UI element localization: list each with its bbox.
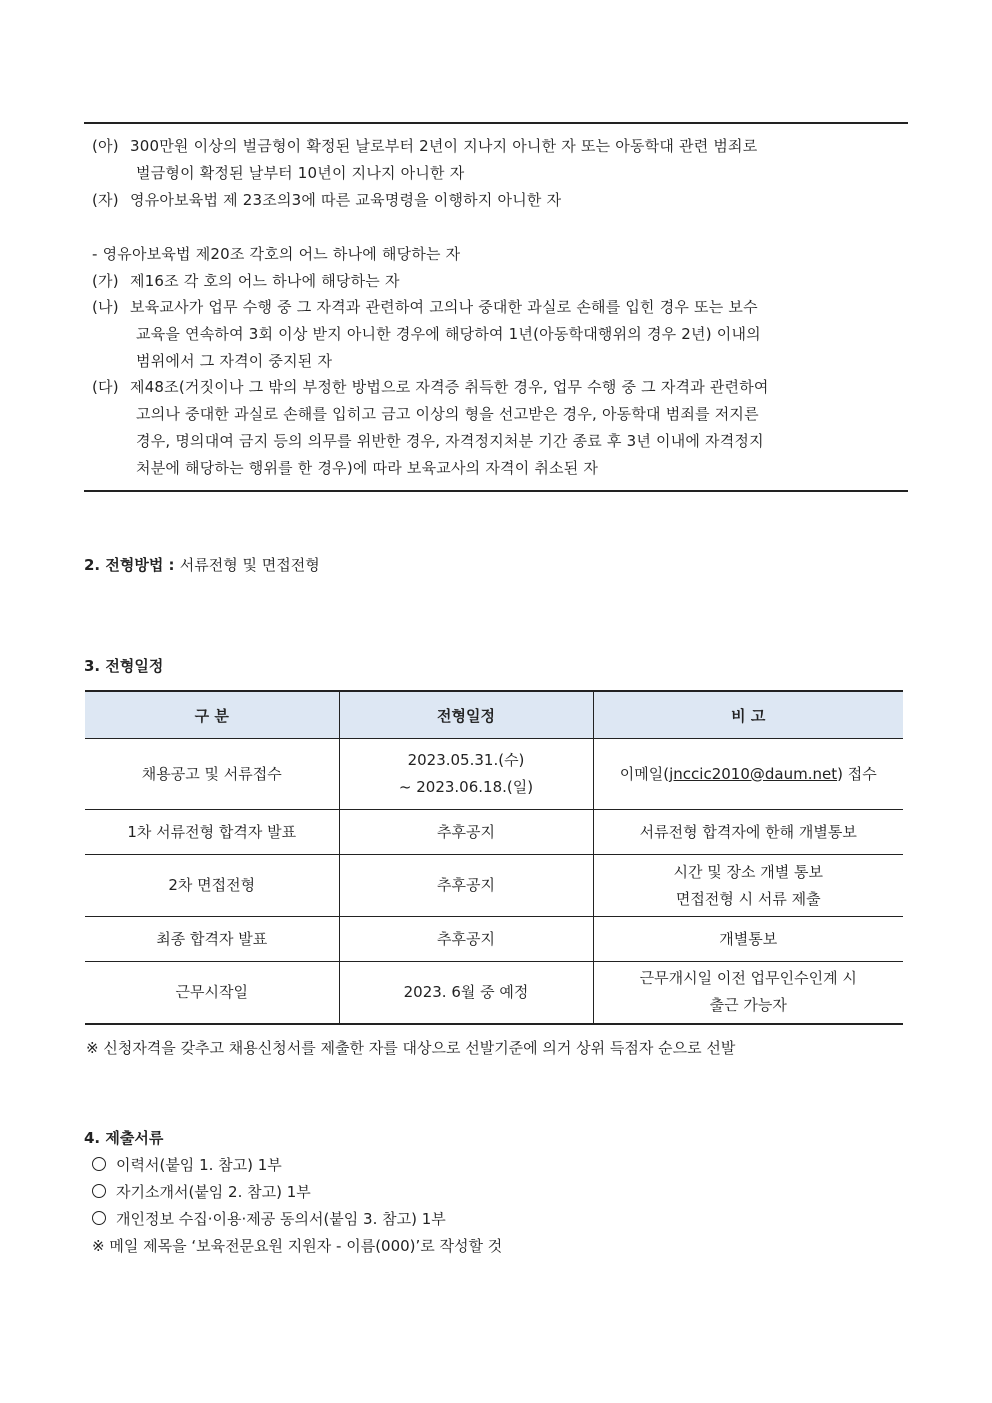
email-subject-note: ※ 메일 제목을 ‘보육전문요원 지원자 - 이름(000)’로 작성할 것 — [92, 1237, 503, 1255]
header-schedule: 전형일정 — [339, 691, 593, 739]
item-label: (자) — [92, 191, 119, 209]
note-line: 근무개시일 이전 업무인수인계 시 — [639, 969, 857, 988]
header-category: 구 분 — [85, 691, 339, 739]
header-note: 비 고 — [593, 691, 903, 739]
item-text: 범위에서 그 자격이 중지된 자 — [136, 352, 333, 370]
cell-note: 개별통보 — [593, 917, 903, 962]
item-text: 제48조(거짓이나 그 밖의 부정한 방법으로 자격증 취득한 경우, 업무 수행 중 그 자격과 관련하여 — [130, 378, 769, 396]
cell-category: 2차 면접전형 — [85, 855, 339, 917]
cell-note — [593, 962, 903, 1024]
section-2-heading — [84, 554, 320, 575]
item-text: 경우, 명의대여 금지 등의 의무를 위반한 경우, 자격정지처분 기간 종료 후 3년 이내에 자격정지 — [136, 432, 764, 450]
cell-category: 채용공고 및 서류접수 — [85, 739, 339, 810]
schedule-start: 2023.05.31.(수) — [407, 751, 525, 769]
table-row — [85, 917, 903, 962]
cell-category: 최종 합격자 발표 — [85, 917, 339, 962]
item-label: (아) — [92, 137, 119, 155]
cell-note: 서류전형 합격자에 한해 개별통보 — [593, 810, 903, 855]
item-label: (가) — [92, 272, 119, 290]
note-suffix: ) 접수 — [837, 764, 877, 783]
document-item — [92, 1208, 446, 1229]
cell-schedule: 추후공지 — [339, 917, 593, 962]
circle-bullet-icon — [92, 1184, 106, 1198]
section-4-title: 4. 제출서류 — [84, 1129, 164, 1147]
section-3-title: 3. 전형일정 — [84, 657, 164, 675]
item-text: 영유아보육법 제 23조의3에 따른 교육명령을 이행하지 아니한 자 — [130, 191, 562, 209]
item-text: 보육교사가 업무 수행 중 그 자격과 관련하여 고의나 중대한 과실로 손해를 입힌 경우 또는 보수 — [130, 298, 758, 316]
table-row — [85, 855, 903, 917]
item-label: (나) — [92, 298, 119, 316]
document-item-text: 자기소개서(붙임 2. 참고) 1부 — [116, 1183, 311, 1201]
item-text: 처분에 해당하는 행위를 한 경우)에 따라 보육교사의 자격이 취소된 자 — [136, 459, 599, 477]
disqualification-box — [84, 122, 908, 492]
document-item — [92, 1181, 311, 1202]
cell-note — [593, 739, 903, 810]
selection-footnote: ※ 신청자격을 갖추고 채용신청서를 제출한 자를 대상으로 선발기준에 의거 상위 득점자 순으로 선발 — [86, 1039, 736, 1057]
table-header-row — [85, 691, 903, 739]
note-line: 면접전형 시 서류 제출 — [675, 889, 821, 908]
cell-schedule: 추후공지 — [339, 810, 593, 855]
item-text: 제16조 각 호의 어느 하나에 해당하는 자 — [130, 272, 400, 290]
item-text: 교육을 연속하여 3회 이상 받지 아니한 경우에 해당하여 1년(아동학대행위의 경우 2년) 이내의 — [136, 325, 761, 343]
note-line: 시간 및 장소 개별 통보 — [673, 862, 823, 881]
circle-bullet-icon — [92, 1157, 106, 1171]
cell-category: 1차 서류전형 합격자 발표 — [85, 810, 339, 855]
section-2-title: 2. 전형방법 : — [84, 556, 175, 574]
table-row — [85, 739, 903, 810]
cell-schedule: 2023. 6월 중 예정 — [339, 962, 593, 1024]
cell-schedule — [339, 739, 593, 810]
email-link[interactable]: jnccic2010@daum.net — [669, 764, 838, 783]
cell-schedule: 추후공지 — [339, 855, 593, 917]
note-line: 출근 가능자 — [709, 996, 787, 1015]
table-row — [85, 810, 903, 855]
schedule-end: ~ 2023.06.18.(일) — [398, 778, 534, 796]
cell-category: 근무시작일 — [85, 962, 339, 1024]
table-row — [85, 962, 903, 1024]
note-prefix: 이메일( — [619, 764, 670, 783]
circle-bullet-icon — [92, 1211, 106, 1225]
document-item-text: 개인정보 수집·이용·제공 동의서(붙임 3. 참고) 1부 — [116, 1210, 446, 1228]
document-item-text: 이력서(붙임 1. 참고) 1부 — [116, 1156, 282, 1174]
sub-heading: - 영유아보육법 제20조 각호의 어느 하나에 해당하는 자 — [92, 245, 461, 263]
item-text: 벌금형이 확정된 날부터 10년이 지나지 아니한 자 — [136, 164, 465, 182]
item-label: (다) — [92, 378, 119, 396]
item-text: 300만원 이상의 벌금형이 확정된 날로부터 2년이 지나지 아니한 자 또는 아동학대 관련 범죄로 — [130, 137, 758, 155]
schedule-table — [85, 690, 903, 1025]
cell-note — [593, 855, 903, 917]
item-text: 고의나 중대한 과실로 손해를 입히고 금고 이상의 형을 선고받은 경우, 아동학대 범죄를 저지른 — [136, 405, 759, 423]
section-2-value: 서류전형 및 면접전형 — [179, 556, 320, 574]
document-item — [92, 1154, 282, 1175]
